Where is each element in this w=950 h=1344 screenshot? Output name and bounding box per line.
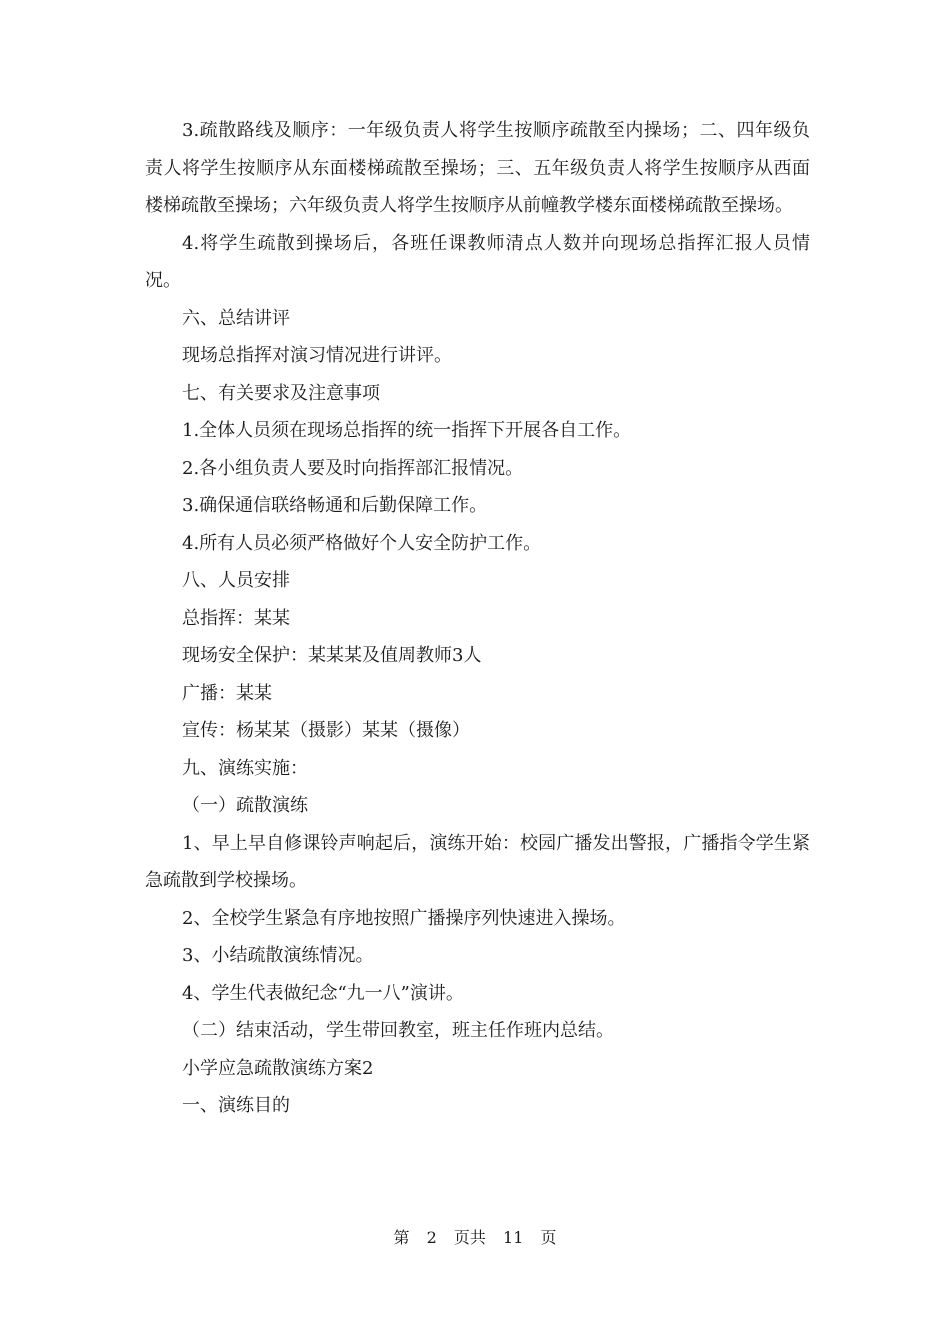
paragraph-drill-step-2: 2、全校学生紧急有序地按照广播操序列快速进入操场。 [182,907,626,929]
document-body [145,112,810,1125]
paragraph-requirement-2: 2.各小组负责人要及时向指挥部汇报情况。 [182,457,524,479]
footer-current-page: 2 [426,1228,437,1247]
paragraph-publicity: 宣传：杨某某（摄影）某某（摄像） [182,720,470,741]
paragraph-broadcast: 广播：某某 [182,682,272,704]
footer-prefix: 第 [393,1228,410,1247]
section-heading-implementation: 九、演练实施： [182,757,308,779]
section-heading-summary-review: 六、总结讲评 [182,307,290,329]
paragraph-requirement-4: 4.所有人员必须严格做好个人安全防护工作。 [182,532,542,554]
subsection-heading-closing: （二）结束活动，学生带回教室，班主任作班内总结。 [182,1020,614,1041]
paragraph-headcount-report: 4.将学生疏散到操场后，各班任课教师清点人数并向现场总指挥汇报人员情况。 [145,232,810,291]
section-heading-drill-purpose: 一、演练目的 [182,1095,290,1116]
footer-suffix: 页 [540,1228,557,1247]
paragraph-commander-review: 现场总指挥对演习情况进行讲评。 [182,345,452,366]
paragraph-site-safety: 现场安全保护：某某某及值周教师3人 [182,645,482,666]
document-title-plan-2: 小学应急疏散演练方案2 [182,1057,374,1079]
section-heading-requirements: 七、有关要求及注意事项 [182,382,380,404]
paragraph-drill-step-1: 1、早上早自修课铃声响起后，演练开始：校园广播发出警报，广播指令学生紧急疏散到学校操场。 [145,832,810,891]
paragraph-drill-step-3: 3、小结疏散演练情况。 [182,945,374,966]
paragraph-chief-commander: 总指挥：某某 [182,607,290,629]
paragraph-requirement-3: 3.确保通信联络畅通和后勤保障工作。 [182,495,488,516]
subsection-heading-evacuation-drill: （一）疏散演练 [182,795,308,816]
footer-total-pages: 11 [503,1228,524,1247]
footer-middle: 页共 [453,1228,486,1247]
page-footer [0,1224,950,1252]
paragraph-evacuation-route: 3.疏散路线及顺序：一年级负责人将学生按顺序疏散至内操场；二、四年级负责人将学生按顺序从东面楼梯疏散至操场；三、五年级负责人将学生按顺序从西面楼梯疏散至操场；六年级负责人将学生按顺序从前幢教学楼东面楼梯疏散至操场。 [145,120,810,216]
paragraph-requirement-1: 1.全体人员须在现场总指挥的统一指挥下开展各自工作。 [182,420,632,441]
paragraph-drill-step-4: 4、学生代表做纪念“九一八”演讲。 [182,982,464,1004]
section-heading-staffing: 八、人员安排 [182,570,290,591]
